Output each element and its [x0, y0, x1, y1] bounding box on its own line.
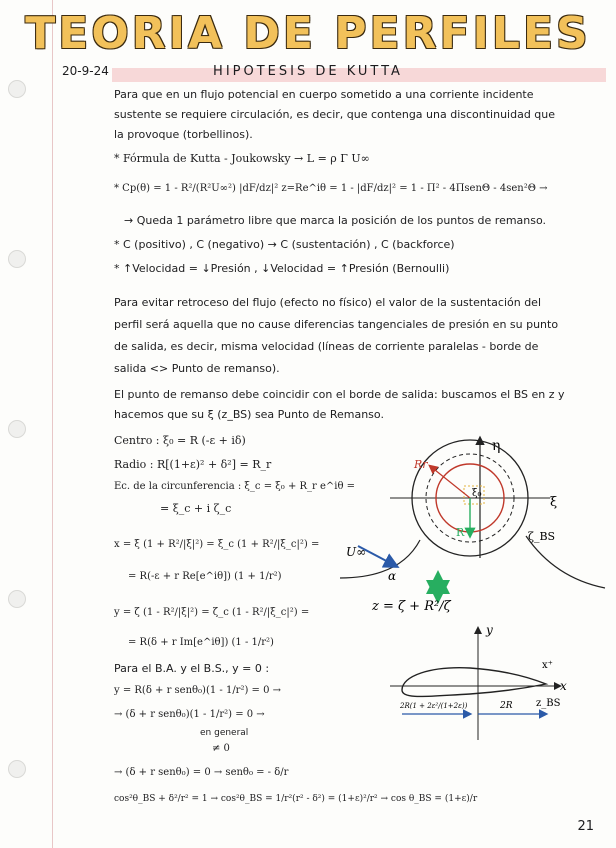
- text-line: perfil será aquella que no cause diferencias tangenciales de presión en su punto: [114, 318, 559, 331]
- equation-line: Centro : ξ₀ = R (-ε + iδ): [114, 434, 246, 447]
- equation-line: = R(δ + r Im[e^iθ]) (1 - 1/r²): [128, 637, 274, 648]
- annotation: ≠ 0: [212, 743, 230, 754]
- equation-line: → (δ + r senθ₀) = 0 → senθ₀ = - δ/r: [114, 767, 289, 778]
- equation-line: = R(-ε + r Re[e^iθ]) (1 + 1/r²): [128, 571, 282, 582]
- text-line: la provoque (torbellinos).: [114, 128, 253, 141]
- bullet-line: → Queda 1 parámetro libre que marca la posición de los puntos de remanso.: [124, 214, 547, 227]
- label-r: R: [456, 526, 465, 539]
- text-line: hacemos que su ξ (z_BS) sea Punto de Remanso.: [114, 408, 384, 421]
- label-zbs: ζ_BS: [528, 530, 556, 543]
- equation-line: Ec. de la circunferencia : ξ_c = ξ₀ + R_r e^iθ =: [114, 481, 356, 492]
- binder-hole: [8, 80, 26, 98]
- axis-label: ξ: [550, 495, 558, 510]
- annotation: en general: [200, 728, 249, 738]
- text-line: El punto de remanso debe coincidir con el borde de salida: buscamos el BS en z y: [114, 388, 565, 401]
- equation-line: x = ξ (1 + R²/|ξ|²) = ξ_c (1 + R²/|ξ_c|²) =: [114, 539, 320, 550]
- equation-line: = ξ_c + i ζ_c: [160, 502, 232, 515]
- label-xi0: ξ₀: [472, 488, 482, 499]
- streamline: [526, 536, 605, 588]
- axis-label-y: y: [486, 623, 493, 637]
- text-line: sustente se requiere circulación, es decir, que contenga una discontinuidad que: [114, 108, 556, 121]
- dimension-left: 2R(1 + 2ε²/(1+2ε)): [400, 702, 468, 710]
- mapping-equation: z = ζ + R²/ζ: [372, 599, 451, 614]
- text-line: Para evitar retroceso del flujo (efecto no físico) el valor de la sustentación del: [114, 296, 542, 309]
- label-rr: Rr: [414, 458, 428, 471]
- margin-line: [52, 0, 53, 848]
- binder-hole: [8, 590, 26, 608]
- binder-hole: [8, 250, 26, 268]
- bullet-line: * Fórmula de Kutta - Joukowsky → L = ρ Γ U∞: [114, 152, 370, 165]
- bullet-line: * Cp(θ) = 1 - R²/(R²U∞²) |dF/dz|² z=Re^iθ = 1 - |dF/dz|² = 1 - Π² - 4ΠsenΘ - 4sen²Θ →: [114, 183, 548, 194]
- text-line: de salida, es decir, misma velocidad (líneas de corriente paralelas - borde de: [114, 340, 539, 353]
- date: 20-9-24: [62, 64, 109, 78]
- binder-hole: [8, 420, 26, 438]
- label-uinf: U∞: [346, 545, 367, 559]
- text-line: salida <> Punto de remanso).: [114, 362, 280, 375]
- airfoil-shape: [402, 668, 546, 697]
- equation-line: → (δ + r senθ₀)(1 - 1/r²) = 0 →: [114, 709, 265, 720]
- binder-hole: [8, 760, 26, 778]
- bullet-line: * ↑Velocidad = ↓Presión , ↓Velocidad = ↑Presión (Bernoulli): [114, 262, 450, 275]
- page-title: TEORIA DE PERFILES: [25, 8, 591, 59]
- label-xplus: x⁺: [542, 660, 553, 671]
- joukowski-diagram: [330, 428, 610, 748]
- subtitle: HIPOTESIS DE KUTTA: [213, 64, 403, 79]
- equation-line: y = ζ (1 - R²/|ξ|²) = ζ_c (1 - R²/|ξ_c|²) =: [114, 607, 310, 618]
- label-zbs-airfoil: z_BS: [536, 698, 561, 709]
- equation-line: y = R(δ + r senθ₀)(1 - 1/r²) = 0 →: [114, 685, 282, 696]
- axis-label-x: x: [560, 679, 567, 693]
- axis-label: η: [492, 438, 501, 454]
- equation-line: cos²θ_BS + δ²/r² = 1 → cos²θ_BS = 1/r²(r² - δ²) = (1+ε)²/r² → cos θ_BS = (1+ε)/r: [114, 794, 478, 804]
- bullet-line: * C (positivo) , C (negativo) → C (sustentación) , C (backforce): [114, 238, 455, 251]
- equation-line: Para el B.A. y el B.S., y = 0 :: [114, 662, 270, 675]
- page-number: 21: [577, 819, 594, 834]
- text-line: Para que en un flujo potencial en cuerpo sometido a una corriente incidente: [114, 88, 534, 101]
- dimension-right: 2R: [500, 701, 513, 711]
- equation-line: Radio : R[(1+ε)² + δ²] = R_r: [114, 458, 272, 471]
- label-alpha: α: [388, 569, 397, 583]
